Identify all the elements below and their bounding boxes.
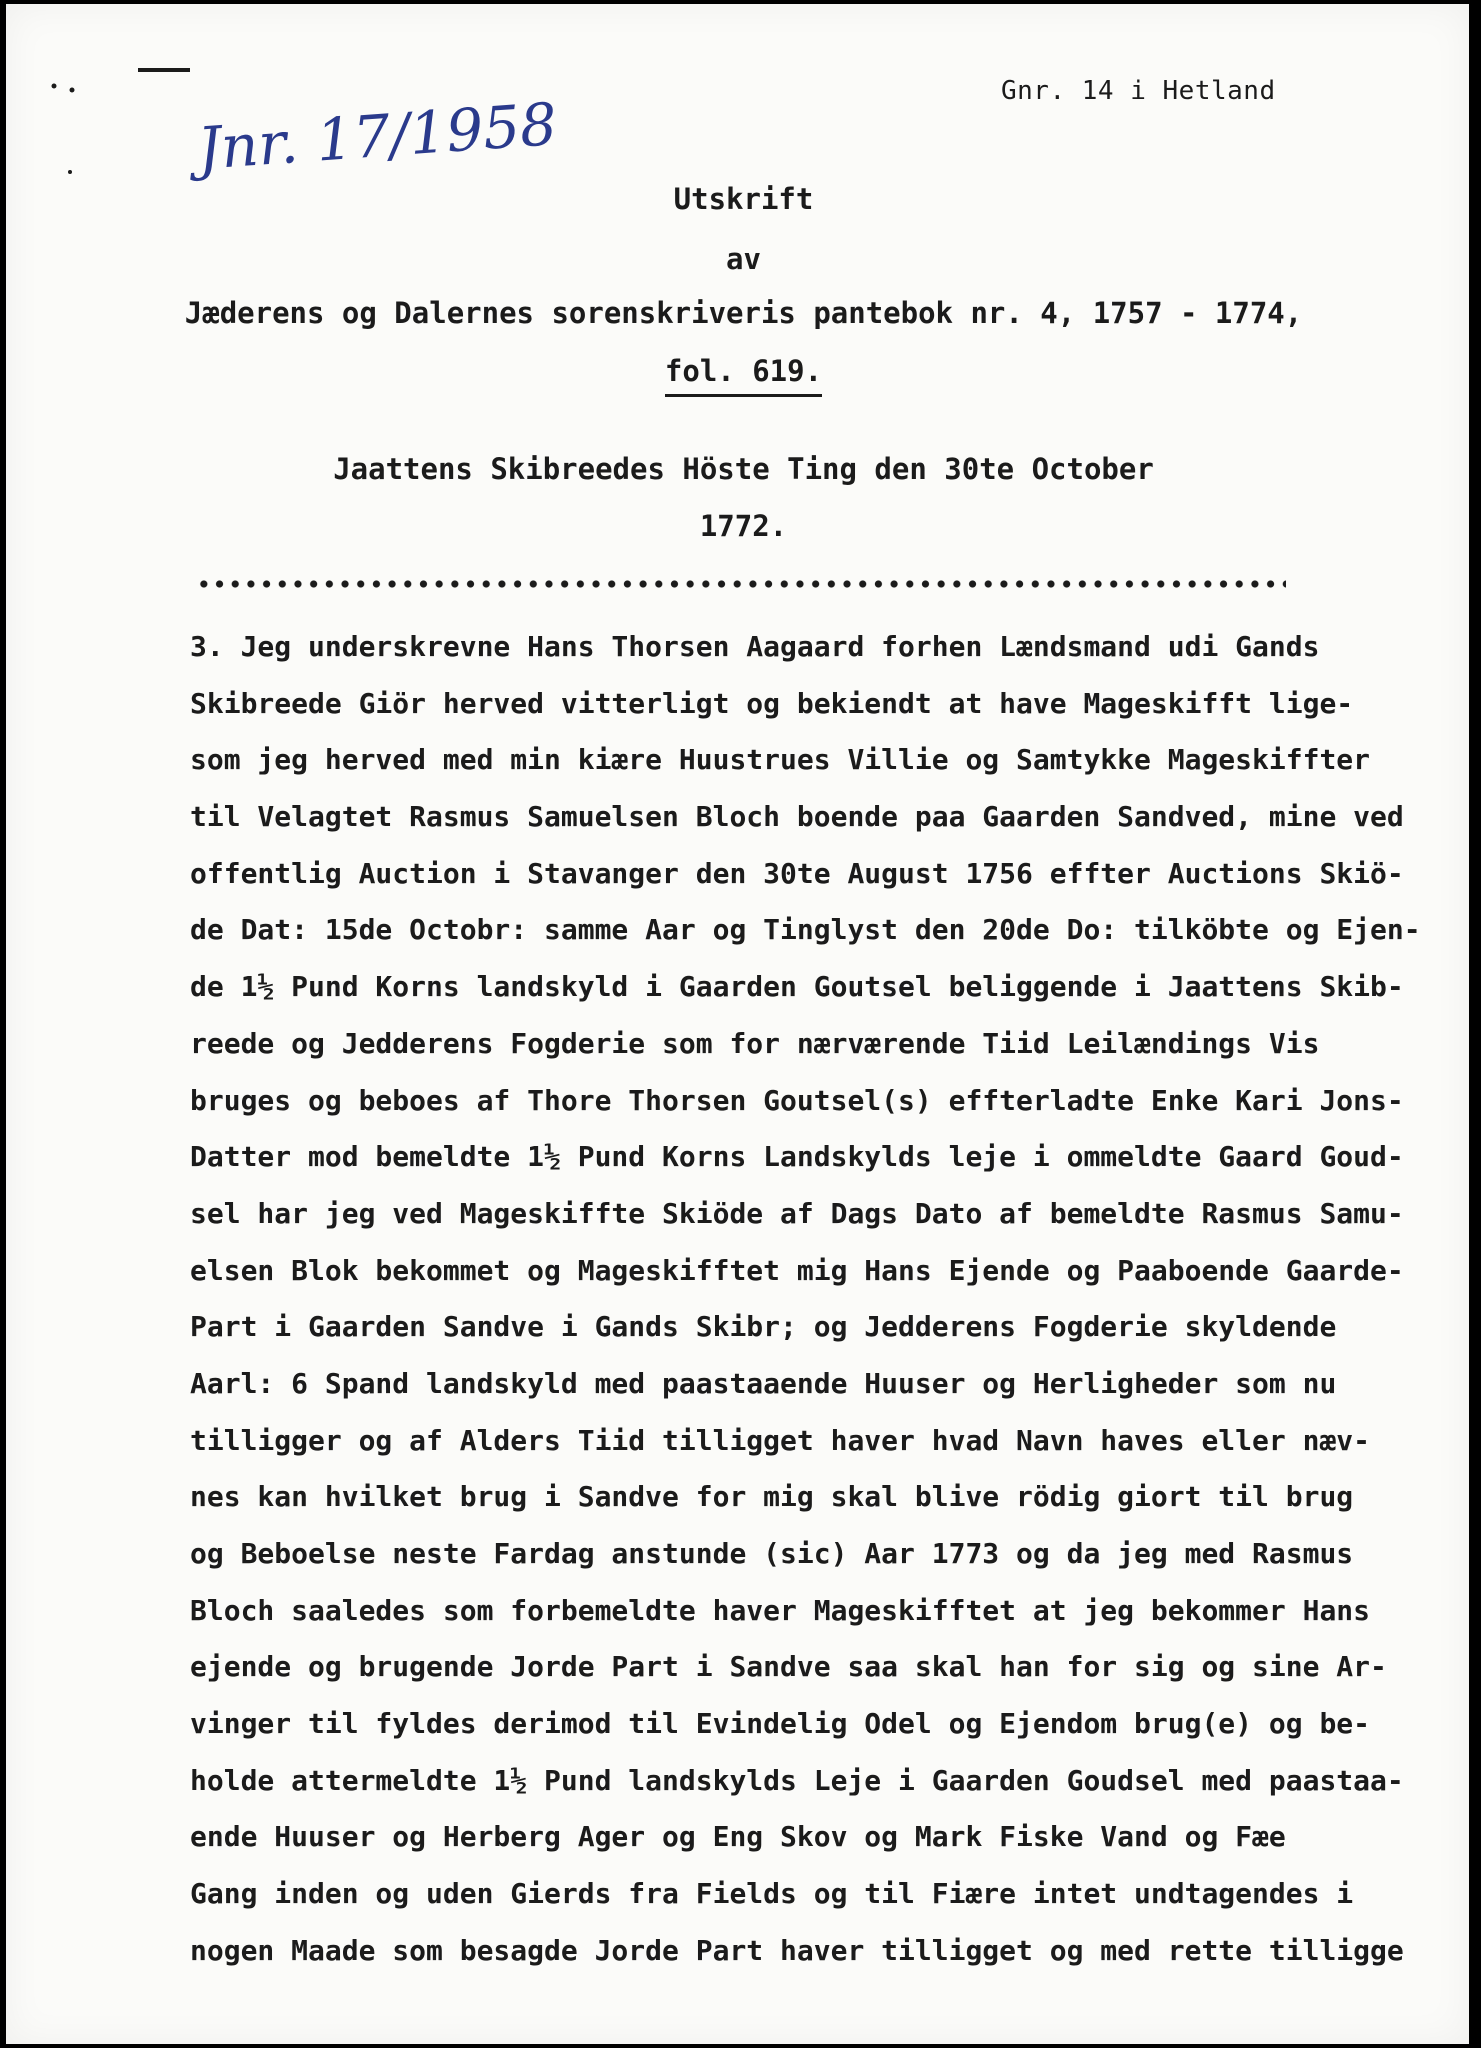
property-reference: Gnr. 14 i Hetland [1001, 76, 1276, 106]
source-book-title: Jæderens og Dalernes sorenskriveris pantebok nr. 4, 1757 - 1774, [184, 296, 1303, 330]
body-line: de 1½ Pund Korns landskyld i Gaarden Goutsel beliggende i Jaattens Skib- [190, 970, 1404, 1004]
folio-text: fol. 619. [665, 354, 822, 397]
svg-text:Jnr. 17/1958: Jnr. 17/1958 [195, 89, 560, 183]
body-line: og Beboelse neste Fardag anstunde (sic) Aar 1773 og da jeg med Rasmus [190, 1537, 1354, 1570]
court-session: Jaattens Skibreedes Höste Ting den 30te October [333, 452, 1154, 486]
body-line: nogen Maade som besagde Jorde Part haver tilligget og med rette tilligge [190, 1933, 1404, 1967]
body-line: Aarl: 6 Spand landskyld med paastaaende Huuser og Herligheder som nu [190, 1366, 1337, 1400]
body-line: Bloch saaledes som forbemeldte haver Mageskifftet at jeg bekommer Hans [190, 1593, 1371, 1627]
body-line: vinger til fyldes derimod til Evindelig Odel og Ejendom brug(e) og be- [190, 1707, 1371, 1741]
body-line: ende Huuser og Herberg Ager og Eng Skov og Mark Fiske Vand og Fæe [190, 1820, 1286, 1854]
document-title: Utskrift [673, 182, 814, 216]
body-line: Part i Gaarden Sandve i Gands Skibr; og Jedderens Fogderie skyldende [190, 1310, 1337, 1344]
body-line: Datter mod bemeldte 1½ Pund Korns Landskylds leje i ommeldte Gaard Goud- [190, 1140, 1404, 1174]
margin-marks [46, 64, 206, 184]
body-line: tilligger og af Alders Tiid tilligget haver hvad Navn haves eller næv- [190, 1423, 1371, 1457]
body-line: Skibreede Giör herved vitterligt og bekiendt at have Mageskifft lige- [190, 686, 1354, 720]
document-page [6, 4, 1469, 2044]
body-line: som jeg herved med min kiære Huustrues Villie og Samtykke Mageskiffter [190, 743, 1371, 777]
court-session-year: 1772. [699, 509, 788, 543]
folio-reference [6, 354, 1481, 388]
body-line: offentlig Auction i Stavanger den 30te August 1756 effter Auctions Skiö- [190, 856, 1404, 890]
body-line: bruges og beboes af Thore Thorsen Goutsel(s) effterladte Enke Kari Jons- [190, 1083, 1404, 1117]
body-line: elsen Blok bekommet og Mageskifftet mig Hans Ejende og Paaboende Gaarde- [190, 1253, 1404, 1287]
body-line: sel har jeg ved Mageskiffte Skiöde af Dags Dato af bemeldte Rasmus Samu- [190, 1196, 1404, 1230]
transcript-body [190, 619, 1420, 1980]
title-av: av [726, 242, 761, 276]
body-line: ejende og brugende Jorde Part i Sandve saa skal han for sig og sine Ar- [190, 1650, 1387, 1684]
dotted-divider [196, 576, 1286, 592]
body-line: de Dat: 15de Octobr: samme Aar og Tinglyst den 20de Do: tilköbte og Ejen- [190, 913, 1421, 947]
body-line: 3. Jeg underskrevne Hans Thorsen Aagaard forhen Lændsmand udi Gands [190, 630, 1320, 663]
body-line: Gang inden og uden Gierds fra Fields og til Fiære intet undtagendes i [190, 1877, 1354, 1911]
body-line: holde attermeldte 1½ Pund landskylds Leje i Gaarden Goudsel med paastaa- [190, 1763, 1404, 1797]
body-line: til Velagtet Rasmus Samuelsen Bloch boende paa Gaarden Sandved, mine ved [190, 800, 1404, 834]
body-line: reede og Jedderens Fogderie som for nærværende Tiid Leilændings Vis [190, 1026, 1320, 1060]
body-line: nes kan hvilket brug i Sandve for mig skal blive rödig giort til brug [190, 1480, 1354, 1514]
handwritten-journal-note [194, 89, 560, 196]
